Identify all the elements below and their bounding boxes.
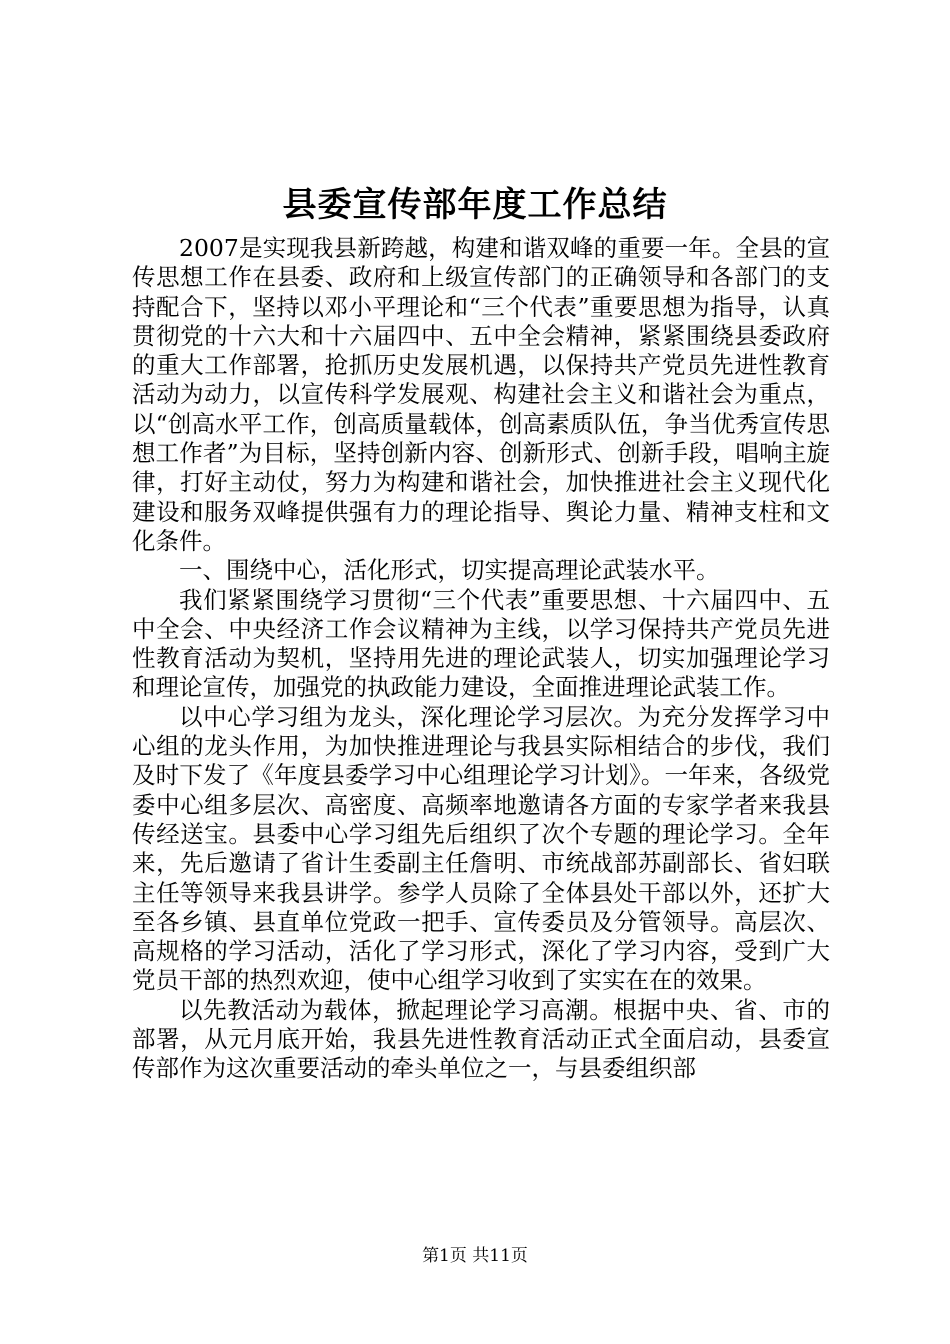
paragraph-study-group: 以中心学习组为龙头，深化理论学习层次。为充分发挥学习中心组的龙头作用，为加快推进理论与我县实际相结合的步伐，我们及时下发了《年度县委学习中心组理论学习计划》。一年来，各级党委中心组多层次、高密度、高频率地邀请各方面的专家学者来我县传经送宝。县委中心学习组先后组织了次个专题的理论学习。全年来，先后邀请了省计生委副主任詹明、市统战部苏副部长、省妇联主任等领导来我县讲学。参学人员除了全体县处干部以外，还扩大至各乡镇、县直单位党政一把手、宣传委员及分管领导。高层次、高规格的学习活动，活化了学习形式，深化了学习内容，受到广大党员干部的热烈欢迎，使中心组学习收到了实实在在的效果。: [132, 702, 830, 995]
paragraph-theory: 我们紧紧围绕学习贯彻“三个代表”重要思想、十六届四中、五中全会、中央经济工作会议精神为主线，以学习保持共产党员先进性教育活动为契机，坚持用先进的理论武装人，切实加强理论学习和理论宣传，加强党的执政能力建设，全面推进理论武装工作。: [132, 585, 830, 702]
paragraph-education-activity: 以先教活动为载体，掀起理论学习高潮。根据中央、省、市的部署，从元月底开始，我县先进性教育活动正式全面启动，县委宣传部作为这次重要活动的牵头单位之一，与县委组织部: [132, 995, 830, 1083]
paragraph-intro: 2007是实现我县新跨越，构建和谐双峰的重要一年。全县的宣传思想工作在县委、政府和上级宣传部门的正确领导和各部门的支持配合下，坚持以邓小平理论和“三个代表”重要思想为指导，认真贯彻党的十六大和十六届四中、五中全会精神，紧紧围绕县委政府的重大工作部署，抢抓历史发展机遇，以保持共产党员先进性教育活动为动力，以宣传科学发展观、构建社会主义和谐社会为重点，以“创高水平工作，创高质量载体，创高素质队伍，争当优秀宣传思想工作者”为目标，坚持创新内容、创新形式、创新手段，唱响主旋律，打好主动仗，努力为构建和谐社会，加快推进社会主义现代化建设和服务双峰提供强有力的理论指导、舆论力量、精神支柱和文化条件。: [132, 234, 830, 555]
document-body: [132, 234, 830, 1084]
section-heading-1: 一、围绕中心，活化形式，切实提高理论武装水平。: [179, 556, 720, 585]
page-footer: 第1页 共11页: [422, 1246, 528, 1266]
document-title: 县委宣传部年度工作总结: [282, 185, 668, 225]
